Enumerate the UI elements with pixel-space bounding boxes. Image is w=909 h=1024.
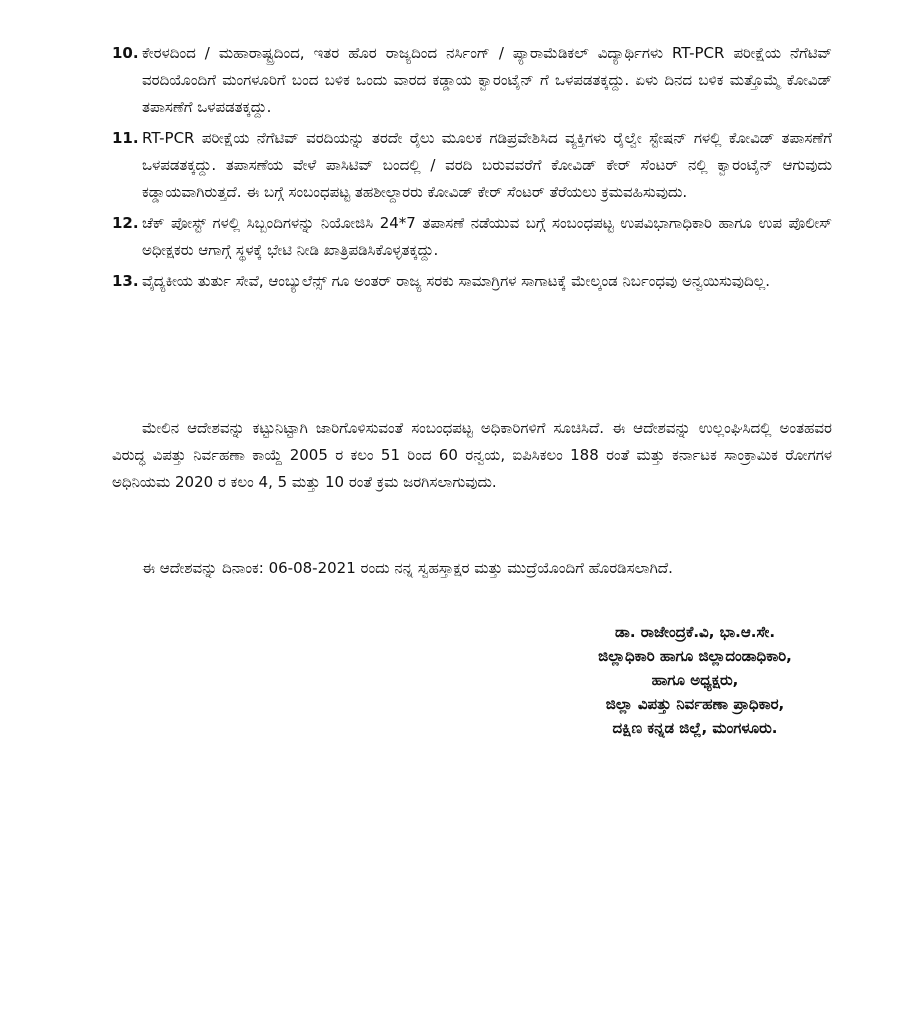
- item-text: ಚೆಕ್ ಪೋಸ್ಟ್ ಗಳಲ್ಲಿ ಸಿಬ್ಬಂದಿಗಳನ್ನು ನಿಯೋಜಿಸಿ 24*7 ತಪಾಸಣೆ ನಡೆಯುವ ಬಗ್ಗೆ ಸಂಬಂಧಪಟ್ಟ ಉಪವಿಭಾಗಾಧಿಕಾರಿ ಹಾಗೂ ಉಪ ಪೊಲೀಸ್ ಅಧೀಕ್ಷಕರು ಆಗಾಗ್ಗೆ ಸ್ಥಳಕ್ಕೆ ಭೇಟಿ ನೀಡಿ ಖಾತ್ರಿಪಡಿಸಿಕೊಳ್ಳತಕ್ಕದ್ದು.: [142, 214, 832, 259]
- item-text: RT-PCR ಪರೀಕ್ಷೆಯ ನೆಗೆಟಿವ್ ವರದಿಯನ್ನು ತರದೇ ರೈಲು ಮೂಲಕ ಗಡಿಪ್ರವೇಶಿಸಿದ ವ್ಯಕ್ತಿಗಳು ರೈಲ್ವೇ ಸ್ಟೇಷನ್ ಗಳಲ್ಲಿ ಕೋವಿಡ್ ತಪಾಸಣೆಗೆ ಒಳಪಡತಕ್ಕದ್ದು. ತಪಾಸಣೆಯ ವೇಳೆ ಪಾಸಿಟಿವ್ ಬಂದಲ್ಲಿ / ವರದಿ ಬರುವವರೆಗೆ ಕೋವಿಡ್ ಕೇರ್ ಸೆಂಟರ್ ನಲ್ಲಿ ಕ್ವಾರಂಟೈನ್ ಆಗುವುದು ಕಡ್ಡಾಯವಾಗಿರುತ್ತದೆ. ಈ ಬಗ್ಗೆ ಸಂಬಂಧಪಟ್ಟ ತಹಶೀಲ್ದಾರರು ಕೋವಿಡ್ ಕೇರ್ ಸೆಂಟರ್ ತೆರೆಯಲು ಕ್ರಮವಹಿಸುವುದು.: [142, 129, 832, 201]
- signatory-designation: ಜಿಲ್ಲಾಧಿಕಾರಿ ಹಾಗೂ ಜಿಲ್ಲಾದಂಡಾಧಿಕಾರಿ,: [598, 647, 792, 665]
- list-item: [112, 268, 832, 295]
- issue-paragraph: ಈ ಆದೇಶವನ್ನು ದಿನಾಂಕ: 06-08-2021 ರಂದು ನನ್ನ ಸ್ವಹಸ್ತಾಕ್ಷರ ಮತ್ತು ಮುದ್ರೆಯೊಂದಿಗೆ ಹೊರಡಿಸಲಾಗಿದೆ.: [142, 559, 673, 577]
- item-text: ಕೇರಳದಿಂದ / ಮಹಾರಾಷ್ಟ್ರದಿಂದ, ಇತರ ಹೊರ ರಾಜ್ಯದಿಂದ ನರ್ಸಿಂಗ್ / ಪ್ಯಾರಾಮೆಡಿಕಲ್ ವಿದ್ಯಾರ್ಥಿಗಳು RT-PCR ಪರೀಕ್ಷೆಯ ನೆಗೆಟಿವ್ ವರದಿಯೊಂದಿಗೆ ಮಂಗಳೂರಿಗೆ ಬಂದ ಬಳಿಕ ಒಂದು ವಾರದ ಕಡ್ಡಾಯ ಕ್ವಾರಂಟೈನ್ ಗೆ ಒಳಪಡತಕ್ಕದ್ದು. ಏಳು ದಿನದ ಬಳಿಕ ಮತ್ತೊಮ್ಮೆ ಕೋವಿಡ್ ತಪಾಸಣೆಗೆ ಒಳಪಡತಕ್ಕದ್ದು.: [142, 44, 832, 116]
- list-item: [112, 210, 832, 264]
- item-number: 13.: [112, 272, 139, 290]
- item-number: 10.: [112, 44, 139, 62]
- list-item: [112, 40, 832, 121]
- instructions-paragraph: ಮೇಲಿನ ಆದೇಶವನ್ನು ಕಟ್ಟುನಿಟ್ಟಾಗಿ ಜಾರಿಗೊಳಿಸುವಂತೆ ಸಂಬಂಧಪಟ್ಟ ಅಧಿಕಾರಿಗಳಿಗೆ ಸೂಚಿಸಿದೆ. ಈ ಆದೇಶವನ್ನು ಉಲ್ಲಂಘಿಸಿದಲ್ಲಿ ಅಂತಹವರ ವಿರುದ್ಧ ವಿಪತ್ತು ನಿರ್ವಹಣಾ ಕಾಯ್ದೆ 2005 ರ ಕಲಂ 51 ರಿಂದ 60 ರನ್ವಯ, ಐಪಿಸಿಕಲಂ 188 ರಂತೆ ಮತ್ತು ಕರ್ನಾಟಕ ಸಾಂಕ್ರಾಮಿಕ ರೋಗಗಳ ಅಧಿನಿಯಮ 2020 ರ ಕಲಂ 4, 5 ಮತ್ತು 10 ರಂತೆ ಕ್ರಮ ಜರಗಿಸಲಾಗುವುದು.: [112, 419, 832, 491]
- item-number: 11.: [112, 129, 139, 147]
- item-number: 12.: [112, 214, 139, 232]
- list-item: [112, 125, 832, 206]
- signatory-designation: ಹಾಗೂ ಅಧ್ಯಕ್ಷರು,: [651, 671, 739, 689]
- signatory-name: ಡಾ. ರಾಜೇಂದ್ರಕೆ.ವಿ, ಭಾ.ಆ.ಸೇ.: [614, 623, 776, 641]
- order-list: [112, 40, 832, 299]
- item-text: ವೈದ್ಯಕೀಯ ತುರ್ತು ಸೇವೆ, ಆಂಬ್ಯುಲೆನ್ಸ್ ಗೂ ಅಂತರ್ ರಾಜ್ಯ ಸರಕು ಸಾಮಾಗ್ರಿಗಳ ಸಾಗಾಟಕ್ಕೆ ಮೇಲ್ಕಂಡ ನಿರ್ಬಂಧವು ಅನ್ವಯಿಸುವುದಿಲ್ಲ.: [142, 272, 770, 290]
- signatory-authority: ಜಿಲ್ಲಾ ವಿಪತ್ತು ನಿರ್ವಹಣಾ ಪ್ರಾಧಿಕಾರ,: [605, 695, 785, 713]
- signature-block: [500, 620, 890, 740]
- signatory-location: ದಕ್ಷಿಣ ಕನ್ನಡ ಜಿಲ್ಲೆ, ಮಂಗಳೂರು.: [612, 719, 778, 737]
